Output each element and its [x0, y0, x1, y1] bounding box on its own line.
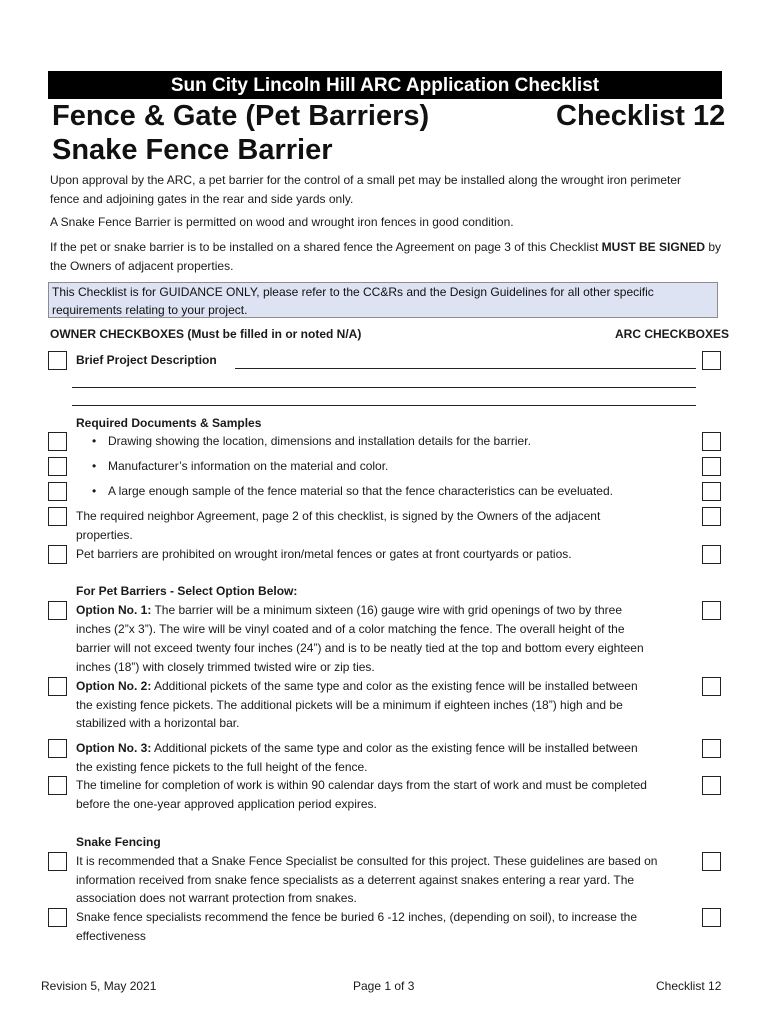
intro-paragraph-1: Upon approval by the ARC, a pet barrier for the control of a small pet may be installed along the wrought iron perimeter fence and adjoining gates in the rear and side yards only. [50, 173, 682, 206]
project-description-label: Brief Project Description [76, 353, 217, 367]
option-2-line-1-text: Additional pickets of the same type and color as the existing fence will be installed between [151, 679, 638, 693]
option-2-label: Option No. 2: [76, 679, 152, 693]
prohibited-text: Pet barriers are prohibited on wrought iron/metal fences or gates at front courtyards or patios. [76, 547, 572, 561]
page-title-line2: Snake Fence Barrier [52, 134, 333, 166]
snake-buried-line-1: Snake fence specialists recommend the fence be buried 6 -12 inches, (depending on soil), to increase the [76, 910, 637, 924]
timeline-line-2: before the one-year approved application period expires. [76, 797, 377, 811]
arc-checkbox-prohibited[interactable] [702, 545, 721, 564]
project-description-line-3[interactable] [72, 405, 696, 406]
document-item-drawing [92, 432, 531, 451]
arc-checkbox-timeline[interactable] [702, 776, 721, 795]
arc-checkbox-snake-specialist[interactable] [702, 852, 721, 871]
owner-checkboxes-header: OWNER CHECKBOXES (Must be filled in or noted N/A) [50, 327, 362, 341]
arc-checkbox-option-1[interactable] [702, 601, 721, 620]
owner-checkbox-sample[interactable] [48, 482, 67, 501]
arc-checkbox-snake-buried[interactable] [702, 908, 721, 927]
arc-checkbox-manufacturer[interactable] [702, 457, 721, 476]
document-item-manufacturer-text: Manufacturer’s information on the material and color. [108, 459, 389, 473]
owner-checkbox-agreement[interactable] [48, 507, 67, 526]
intro-paragraph-3 [50, 238, 725, 276]
owner-checkbox-manufacturer[interactable] [48, 457, 67, 476]
owner-checkbox-prohibited[interactable] [48, 545, 67, 564]
option-3-line-1-text: Additional pickets of the same type and color as the existing fence will be installed between [151, 741, 638, 755]
arc-checkboxes-header: ARC CHECKBOXES [615, 327, 730, 341]
footer-checklist: Checklist 12 [656, 979, 722, 993]
agreement-line-2: properties. [76, 528, 133, 542]
project-description-line-1[interactable] [235, 368, 696, 369]
arc-checkbox-option-2[interactable] [702, 677, 721, 696]
agreement-line-1: The required neighbor Agreement, page 2 of this checklist, is signed by the Owners of the adjacent [76, 509, 601, 523]
intro-paragraph-3-start: If the pet or snake barrier is to be installed on a shared fence the Agreement on page 3 of this Checklist [50, 240, 602, 254]
owner-checkbox-snake-specialist[interactable] [48, 852, 67, 871]
header-bar: Sun City Lincoln Hill ARC Application Checklist [48, 71, 722, 99]
option-1-label: Option No. 1: [76, 603, 152, 617]
snake-recommend-line-1: It is recommended that a Snake Fence Specialist be consulted for this project. These guidelines are based on [76, 854, 658, 868]
document-item-sample-text: A large enough sample of the fence material so that the fence characteristics can be eveluated. [108, 484, 613, 498]
owner-checkbox-option-2[interactable] [48, 677, 67, 696]
project-description-line-2[interactable] [72, 387, 696, 388]
option-2-line-3: stabilized with a horizontal bar. [76, 716, 240, 730]
snake-buried-line-2: effectiveness [76, 929, 146, 943]
snake-fencing-heading: Snake Fencing [76, 835, 161, 849]
guidance-box: This Checklist is for GUIDANCE ONLY, please refer to the CC&Rs and the Design Guidelines for all other specific requirements relating to your project. [48, 282, 718, 318]
snake-recommend-line-3: association does not warrant protection from snakes. [76, 891, 357, 905]
document-item-manufacturer [92, 457, 388, 476]
option-2-line-1 [76, 677, 638, 696]
option-3-line-2: the existing fence pickets to the full height of the fence. [76, 760, 368, 774]
bullet-icon: • [92, 434, 97, 448]
option-1-line-1 [76, 601, 622, 620]
page-title-line1: Fence & Gate (Pet Barriers) [52, 100, 430, 132]
arc-checkbox-option-3[interactable] [702, 739, 721, 758]
owner-checkbox-timeline[interactable] [48, 776, 67, 795]
intro-paragraph-2: A Snake Fence Barrier is permitted on wood and wrought iron fences in good condition. [50, 215, 514, 229]
footer-page-number: Page 1 of 3 [353, 979, 415, 993]
owner-checkbox-project-description[interactable] [48, 351, 67, 370]
option-1-line-4: inches (18”) with closely trimmed twisted wire or zip ties. [76, 660, 375, 674]
bullet-icon: • [92, 484, 97, 498]
arc-checkbox-agreement[interactable] [702, 507, 721, 526]
option-3-line-1 [76, 739, 638, 758]
owner-checkbox-snake-buried[interactable] [48, 908, 67, 927]
checklist-number: Checklist 12 [556, 100, 726, 132]
arc-checkbox-drawing[interactable] [702, 432, 721, 451]
option-1-line-2: inches (2”x 3”). The wire will be vinyl coated and of a color matching the fence. The overall height of the [76, 622, 625, 636]
timeline-line-1: The timeline for completion of work is within 90 calendar days from the start of work and must be completed [76, 778, 647, 792]
intro-paragraph-3-end: by the Owners of adjacent properties. [50, 240, 722, 273]
intro-paragraph-3-signed: SIGNED [659, 240, 706, 254]
snake-recommend-line-2: information received from snake fence specialists as a deterrent against snakes entering a rear yard. The [76, 873, 635, 887]
option-3-label: Option No. 3: [76, 741, 152, 755]
option-1-line-3: barrier will not exceed twenty four inches (24”) and is to be neatly tied at the top and bottom every eighteen [76, 641, 644, 655]
required-documents-heading: Required Documents & Samples [76, 416, 262, 430]
arc-checkbox-sample[interactable] [702, 482, 721, 501]
footer-revision: Revision 5, May 2021 [41, 979, 157, 993]
option-1-line-1-text: The barrier will be a minimum sixteen (16) gauge wire with grid openings of two by three [151, 603, 622, 617]
owner-checkbox-option-1[interactable] [48, 601, 67, 620]
intro-paragraph-3-must-be: MUST BE [601, 240, 656, 254]
bullet-icon: • [92, 459, 97, 473]
arc-checkbox-project-description[interactable] [702, 351, 721, 370]
document-item-drawing-text: Drawing showing the location, dimensions and installation details for the barrier. [108, 434, 531, 448]
option-2-line-2: the existing fence pickets. The additional pickets will be a minimum if eighteen inches (18”) high and be [76, 698, 623, 712]
owner-checkbox-option-3[interactable] [48, 739, 67, 758]
owner-checkbox-drawing[interactable] [48, 432, 67, 451]
document-item-sample [92, 482, 613, 501]
pet-barriers-heading: For Pet Barriers - Select Option Below: [76, 584, 298, 598]
